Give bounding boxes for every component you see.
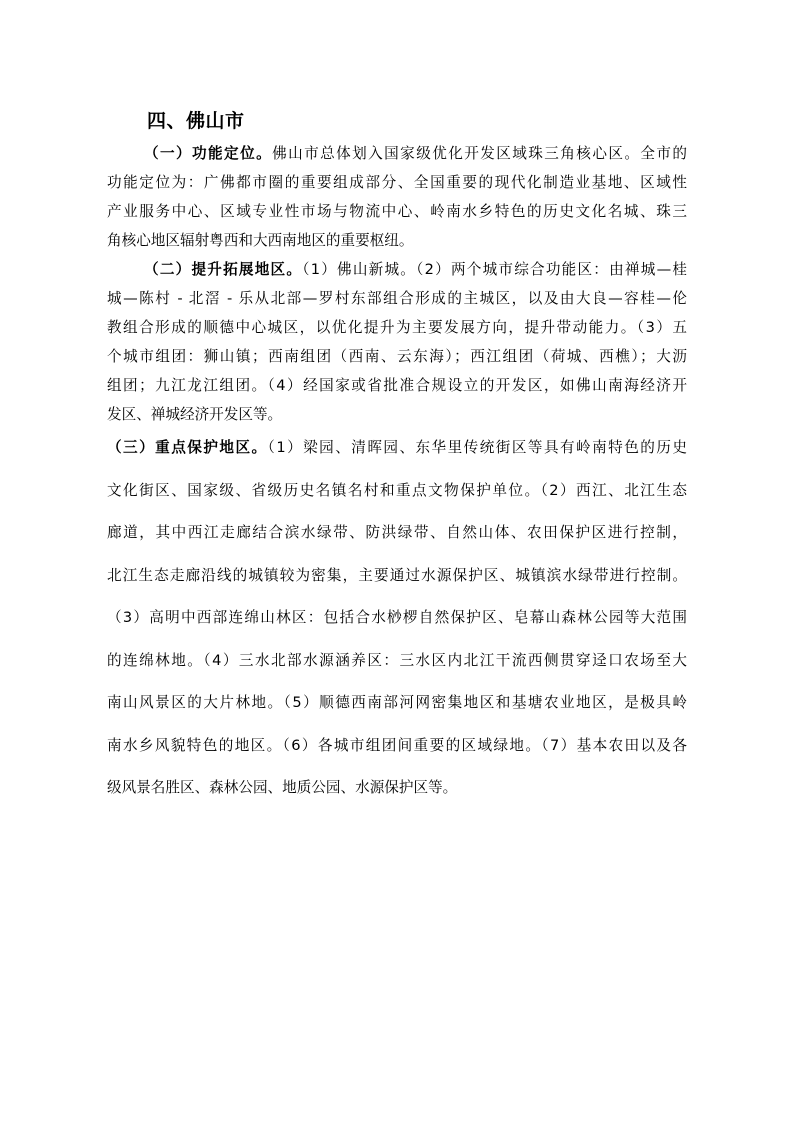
section1-lead: （一）功能定位。	[144, 145, 273, 162]
section1-line-2: 功能定位为：广佛都市圈的重要组成部分、全国重要的现代化制造业基地、区域性	[107, 174, 687, 191]
section3-line-4: 北江生态走廊沿线的城镇较为密集，主要通过水源保护区、城镇滨水绿带进行控制。	[107, 567, 687, 584]
paragraph-line	[144, 143, 687, 165]
section2-line-5: 组团；九江龙江组团。（4）经国家或省批准合规设立的开发区，如佛山南海经济开	[107, 377, 687, 394]
section2-line-2: 城—陈村 - 北滘 - 乐从北部—罗村东部组合形成的主城区，以及由大良—容桂—伦	[107, 290, 687, 307]
section2-line-1: （1）佛山新城。（2）两个城市综合功能区：由禅城—桂	[302, 261, 687, 278]
section3-line-5: （3）高明中西部连绵山林区：包括合水桫椤自然保护区、皂幕山森林公园等大范围	[107, 609, 687, 626]
section2-line-3: 教组合形成的顺德中心城区，以优化提升为主要发展方向，提升带动能力。（3）五	[107, 319, 687, 336]
section1-line-1: 佛山市总体划入国家级优化开发区域珠三角核心区。全市的	[272, 145, 687, 162]
section3-line-8: 南水乡风貌特色的地区。（6）各城市组团间重要的区域绿地。（7）基本农田以及各	[107, 737, 687, 754]
section2-line-6: 发区、禅城经济开发区等。	[107, 406, 283, 423]
paragraph-line	[144, 259, 687, 281]
section3-line-3: 廊道，其中西江走廊结合滨水绿带、防洪绿带、自然山体、农田保护区进行控制，	[107, 524, 687, 541]
section1-line-3: 产业服务中心、区域专业性市场与物流中心、岭南水乡特色的历史文化名城、珠三	[107, 203, 687, 220]
section3-lead: （三）重点保护地区。	[107, 439, 268, 456]
section-heading: 四、佛山市	[147, 110, 245, 132]
section1-line-4: 角核心地区辐射粤西和大西南地区的重要枢纽。	[107, 232, 414, 249]
section3-line-9: 级风景名胜区、森林公园、地质公园、水源保护区等。	[107, 779, 458, 796]
section2-lead: （二）提升拓展地区。	[144, 261, 303, 278]
section2-line-4: 个城市组团：狮山镇；西南组团（西南、云东海）；西江组团（荷城、西樵）；大沥	[107, 348, 687, 365]
section3-line-7: 南山风景区的大片林地。（5）顺德西南部河网密集地区和基塘农业地区，是极具岭	[107, 694, 687, 711]
paragraph-line	[107, 437, 687, 459]
section3-line-1: （1）梁园、清晖园、东华里传统街区等具有岭南特色的历史	[267, 439, 687, 456]
section3-line-6: 的连绵林地。（4）三水北部水源涵养区：三水区内北江干流西侧贯穿迳口农场至大	[107, 652, 687, 669]
section3-line-2: 文化街区、国家级、省级历史名镇名村和重点文物保护单位。（2）西江、北江生态	[107, 482, 687, 499]
